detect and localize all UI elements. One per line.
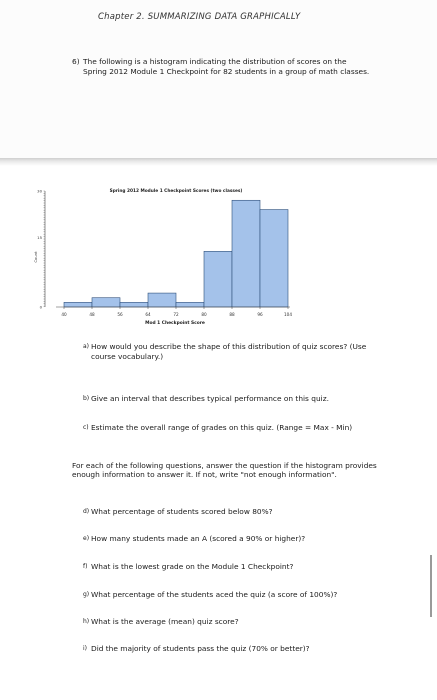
x-tick-label: 80 <box>201 312 207 317</box>
histogram-bar <box>148 293 176 307</box>
question-text: What is the average (mean) quiz score? <box>91 617 239 626</box>
problem-number: 6) <box>72 57 80 66</box>
problem-statement <box>72 57 372 76</box>
histogram-bar <box>232 200 260 307</box>
question-label: e) <box>83 535 90 542</box>
question-text: What percentage of students scored below 80%? <box>91 507 273 516</box>
question-g <box>83 590 403 600</box>
histogram-bar <box>204 251 232 307</box>
question-e <box>83 534 393 544</box>
question-c <box>83 423 388 433</box>
x-tick-label: 96 <box>257 312 263 317</box>
instructions: For each of the following questions, answer the question if the histogram provides enough information to answer it. If not, write "not enough information". <box>72 461 377 480</box>
x-tick-label: 48 <box>89 312 95 317</box>
x-tick-label: 104 <box>284 312 292 317</box>
question-label: d) <box>83 508 90 515</box>
chapter-title: Chapter 2. SUMMARIZING DATA GRAPHICALLY <box>98 12 301 22</box>
page-divider <box>0 158 437 166</box>
histogram-bar <box>120 302 148 307</box>
x-tick-label: 56 <box>117 312 123 317</box>
x-tick-label: 40 <box>61 312 67 317</box>
question-b <box>83 394 393 404</box>
question-f <box>83 562 393 572</box>
scrollbar[interactable] <box>430 555 432 617</box>
histogram-chart <box>0 166 437 326</box>
question-label: h) <box>83 618 90 625</box>
problem-text: The following is a histogram indicating the distribution of scores on the Spring 2012 Module 1 Checkpoint for 82 students in a group of math classes. <box>83 57 370 76</box>
chart-title: Spring 2012 Module 1 Checkpoint Scores (two classes) <box>109 189 243 194</box>
x-tick-label: 72 <box>173 312 179 317</box>
question-i <box>83 644 393 654</box>
histogram-bar <box>92 298 120 307</box>
question-h <box>83 617 393 627</box>
question-text: How many students made an A (scored a 90% or higher)? <box>91 534 306 543</box>
question-text: How would you describe the shape of this distribution of quiz scores? (Use course vocabulary.) <box>91 342 367 361</box>
question-label: a) <box>83 343 90 350</box>
histogram-bar <box>176 302 204 307</box>
question-text: Did the majority of students pass the quiz (70% or better)? <box>91 644 310 653</box>
question-label: g) <box>83 591 90 598</box>
y-tick-label: 0 <box>39 304 42 310</box>
question-label: c) <box>83 424 89 431</box>
question-d <box>83 507 393 517</box>
histogram-bar <box>64 302 92 307</box>
question-label: i) <box>83 645 88 652</box>
question-text: Estimate the overall range of grades on this quiz. (Range = Max - Min) <box>91 423 353 432</box>
x-tick-label: 64 <box>145 312 151 317</box>
question-text: Give an interval that describes typical performance on this quiz. <box>91 394 329 403</box>
upper-page <box>0 0 437 158</box>
x-axis-label: Mod 1 Checkpoint Score <box>145 321 205 326</box>
question-label: f) <box>83 563 88 570</box>
question-a <box>83 342 373 361</box>
y-tick-label: 30 <box>37 188 42 194</box>
y-axis-label: Count <box>33 251 38 263</box>
question-text: What is the lowest grade on the Module 1 Checkpoint? <box>91 562 294 571</box>
question-text: What percentage of the students aced the quiz (a score of 100%)? <box>91 590 338 599</box>
x-tick-label: 88 <box>229 312 235 317</box>
y-tick-label: 15 <box>37 234 42 240</box>
question-label: b) <box>83 395 90 402</box>
histogram-bar <box>260 210 288 307</box>
